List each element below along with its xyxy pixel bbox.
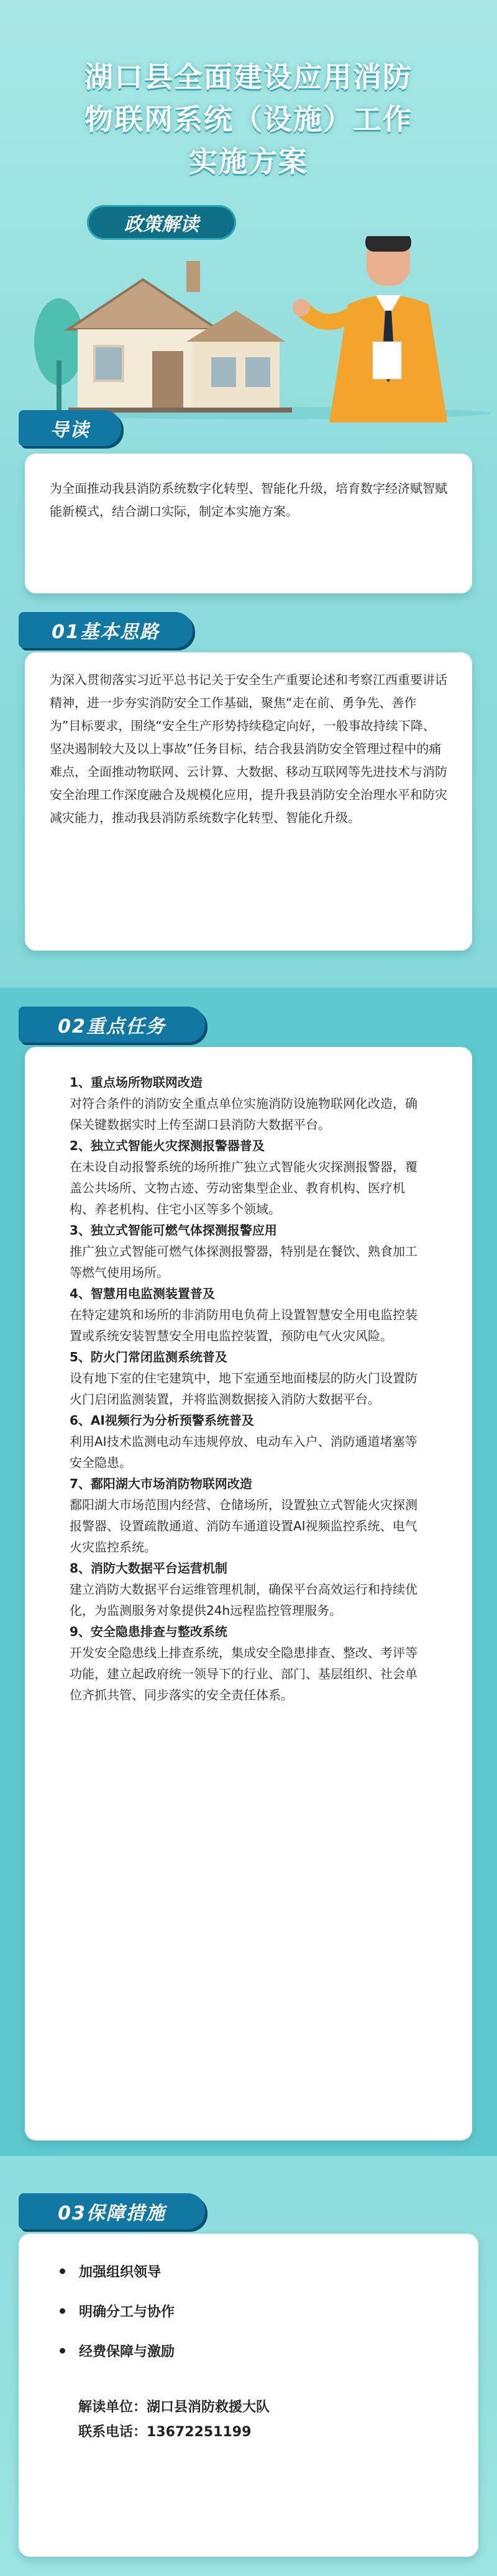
title-line-2: 物联网系统（设施）工作 xyxy=(84,103,413,136)
task-item xyxy=(70,1135,427,1220)
task-title: 7、鄱阳湖大市场消防物联网改造 xyxy=(70,1476,252,1491)
section-tag-intro: 导读 xyxy=(19,410,121,446)
measure-label: 加强组织领导 xyxy=(79,2264,162,2280)
businessman-icon xyxy=(293,236,447,422)
task-item xyxy=(70,1558,427,1621)
task-body: 设有地下室的住宅建筑中，地下室通至地面楼层的防火门设置防火门启闭监测装置，并将监测数据接入消防大数据平台。 xyxy=(70,1371,417,1407)
hero xyxy=(0,0,497,422)
task-body: 在未设自动报警系统的场所推广独立式智能火灾探测报警器，覆盖公共场所、文物古迹、劳动密集型企业、教育机构、医疗机构、养老机构、住宅小区等多个领域。 xyxy=(70,1159,417,1217)
section-tag-basic: 01基本思路 xyxy=(19,612,193,648)
task-body: 推广独立式智能可燃气体探测报警器，特别是在餐饮、熟食加工等燃气使用场所。 xyxy=(70,1244,417,1280)
bullet-icon xyxy=(60,2268,65,2274)
tasks-card xyxy=(25,1047,472,2140)
measure-label: 经费保障与激励 xyxy=(79,2344,175,2360)
unit-label: 解读单位：湖口县消防救援大队 xyxy=(78,2400,270,2415)
measure-label: 明确分工与协作 xyxy=(79,2304,175,2320)
policy-banner: 政策解读 xyxy=(87,205,236,240)
tree-icon xyxy=(34,298,84,410)
task-body: 利用AI技术监测电动车违规停放、电动车入户、消防通道堵塞等安全隐患。 xyxy=(70,1434,417,1470)
task-title: 6、AI视频行为分析预警系统普及 xyxy=(70,1413,254,1428)
measures-card xyxy=(19,2234,478,2557)
task-body: 对符合条件的消防安全重点单位实施消防设施物联网化改造，确保关键数据实时上传至湖口县消防大数据平台。 xyxy=(70,1096,417,1132)
task-title: 8、消防大数据平台运营机制 xyxy=(70,1561,227,1576)
intro-text: 为全面推动我县消防系统数字化转型、智能化升级，培育数字经济赋智赋能新模式，结合湖口实际，制定本实施方案。 xyxy=(50,481,447,519)
measure-item xyxy=(56,2251,441,2291)
task-title: 5、防火门常闭监测系统普及 xyxy=(70,1350,227,1364)
bullet-icon xyxy=(60,2308,65,2314)
task-item xyxy=(70,1621,427,1706)
bullet-icon xyxy=(60,2348,65,2354)
task-title: 3、独立式智能可燃气体探测报警应用 xyxy=(70,1223,277,1238)
task-title: 4、智慧用电监测装置普及 xyxy=(70,1286,215,1301)
task-body: 建立消防大数据平台运维管理机制，确保平台高效运行和持续优化，为监测服务对象提供24h远程监控管理服务。 xyxy=(70,1582,417,1618)
measure-item xyxy=(56,2331,441,2370)
task-title: 9、安全隐患排查与整改系统 xyxy=(70,1624,227,1639)
task-item xyxy=(70,1473,427,1558)
task-body: 在特定建筑和场所的非消防用电负荷上设置智慧安全用电监控装置或系统安装智慧安全用电监控装置，预防电气火灾风险。 xyxy=(70,1307,417,1343)
page-title xyxy=(25,56,472,183)
task-title: 2、独立式智能火灾探测报警器普及 xyxy=(70,1138,265,1153)
task-item xyxy=(70,1072,427,1135)
title-line-3: 实施方案 xyxy=(189,145,308,178)
task-title: 1、重点场所物联网改造 xyxy=(70,1075,203,1090)
basic-text: 为深入贯彻落实习近平总书记关于安全生产重要论述和考察江西重要讲话精神，进一步夯实消防安全工作基础，聚焦“走在前、勇争先、善作为”目标要求，围绕“安全生产形势持续稳定向好，一般事故持续下降、坚决遏制较大及以上事故”任务目标，结合我县消防安全管理过程中的痛难点，全面推动物联网、云计算、大数据、移动互联网等先进技术与消防安全治理工作深度融合及规模化应用，提升我县消防安全治理水平和防灾减灾能力，推动我县消防系统数字化转型、智能化升级。 xyxy=(50,672,447,825)
task-body: 鄱阳湖大市场范围内经营、仓储场所，设置独立式智能火灾探测报警器、设置疏散通道、消防车通道设置AI视频监控系统、电气火灾监控系统。 xyxy=(70,1497,417,1555)
task-item xyxy=(70,1346,427,1410)
hero-illustration xyxy=(0,236,497,422)
intro-card xyxy=(25,454,472,593)
phone-label: 联系电话：13672251199 xyxy=(78,2424,252,2440)
task-item xyxy=(70,1220,427,1283)
task-item xyxy=(70,1283,427,1346)
basic-card xyxy=(25,652,472,951)
tasks-list xyxy=(25,1047,472,1706)
measure-item xyxy=(56,2291,441,2331)
section-tag-tasks: 02重点任务 xyxy=(19,1007,205,1043)
house-icon xyxy=(68,261,292,413)
task-item xyxy=(70,1410,427,1473)
section-tag-measures: 03保障措施 xyxy=(19,2193,205,2229)
measures-list xyxy=(19,2234,478,2445)
title-line-1: 湖口县全面建设应用消防 xyxy=(84,60,413,94)
task-body: 开发安全隐患线上排查系统，集成安全隐患排查、整改、考评等功能，建立起政府统一领导下的行业、部门、基层组织、社会单位齐抓共管、同步落实的安全责任体系。 xyxy=(70,1645,417,1702)
